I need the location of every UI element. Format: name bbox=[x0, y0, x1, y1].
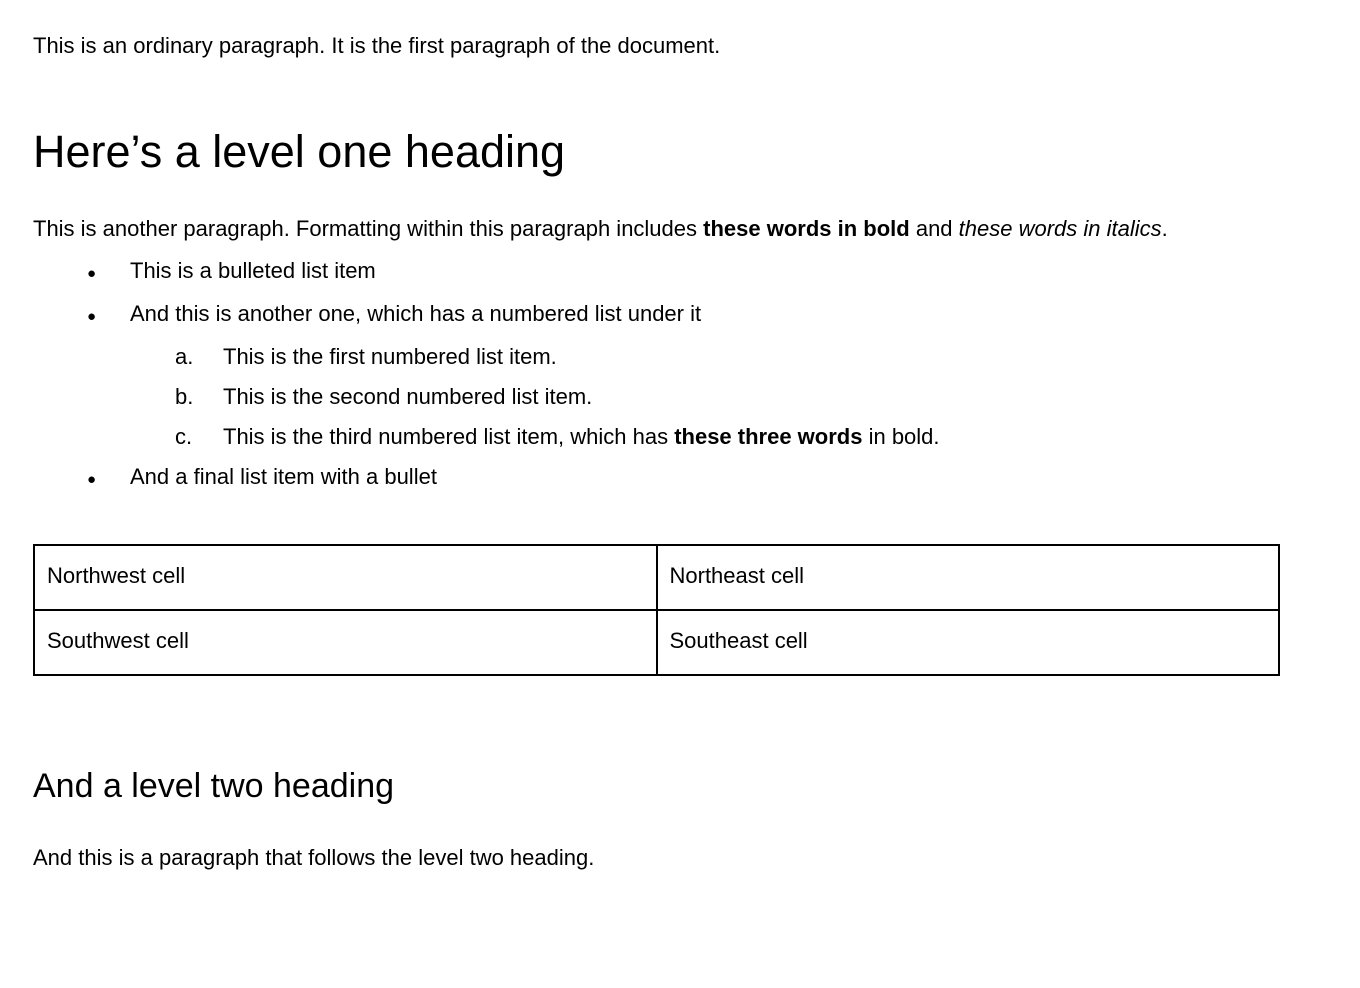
numbered-list-item bbox=[33, 377, 1280, 417]
paragraph-formatted-text: This is another paragraph. Formatting within this paragraph includes bbox=[33, 216, 704, 241]
paragraph-formatted-text: and bbox=[909, 216, 959, 241]
bold-text: these three words bbox=[674, 424, 863, 449]
numbered-marker: c. bbox=[175, 424, 193, 449]
heading-level-1: Here’s a level one heading bbox=[33, 126, 566, 177]
table-cell-southwest: Southwest cell bbox=[34, 610, 657, 675]
paragraph-formatted-text: . bbox=[1161, 216, 1168, 241]
paragraph-formatted bbox=[33, 209, 1280, 249]
bullet-list-item bbox=[33, 457, 1280, 500]
bullet-marker: ● bbox=[87, 265, 97, 282]
italic-text: these words in italics bbox=[958, 216, 1162, 241]
list-item-text: This is a bulleted list item bbox=[130, 258, 376, 283]
document-table bbox=[33, 544, 1280, 676]
bullet-list bbox=[33, 251, 1280, 500]
list-item-text bbox=[223, 417, 1280, 457]
table-cell-northwest: Northwest cell bbox=[34, 545, 657, 610]
table-cell-southeast: Southeast cell bbox=[657, 610, 1280, 675]
numbered-list-item bbox=[33, 417, 1280, 457]
paragraph-first: This is an ordinary paragraph. It is the first paragraph of the document. bbox=[33, 33, 721, 58]
table-row bbox=[34, 545, 1279, 610]
list-item-text-part: in bold. bbox=[862, 424, 940, 449]
bullet-list-item bbox=[33, 251, 1280, 294]
list-item-text: This is the first numbered list item. bbox=[223, 344, 557, 369]
table-row bbox=[34, 610, 1279, 675]
list-item-text: And this is another one, which has a numbered list under it bbox=[130, 301, 702, 326]
list-item-text-part: This is the third numbered list item, which has bbox=[223, 424, 675, 449]
bullet-marker: ● bbox=[87, 471, 97, 488]
numbered-marker: a. bbox=[175, 344, 194, 369]
numbered-marker: b. bbox=[175, 384, 194, 409]
table-cell-northeast: Northeast cell bbox=[657, 545, 1280, 610]
list-item-text: This is the second numbered list item. bbox=[223, 384, 593, 409]
bullet-marker: ● bbox=[87, 308, 97, 325]
bullet-list-item bbox=[33, 294, 1280, 337]
list-item-text: And a final list item with a bullet bbox=[130, 464, 437, 489]
bold-text: these words in bold bbox=[703, 216, 910, 241]
numbered-list-item bbox=[33, 337, 1280, 377]
heading-level-2: And a level two heading bbox=[33, 767, 395, 805]
paragraph-last: And this is a paragraph that follows the level two heading. bbox=[33, 845, 595, 870]
